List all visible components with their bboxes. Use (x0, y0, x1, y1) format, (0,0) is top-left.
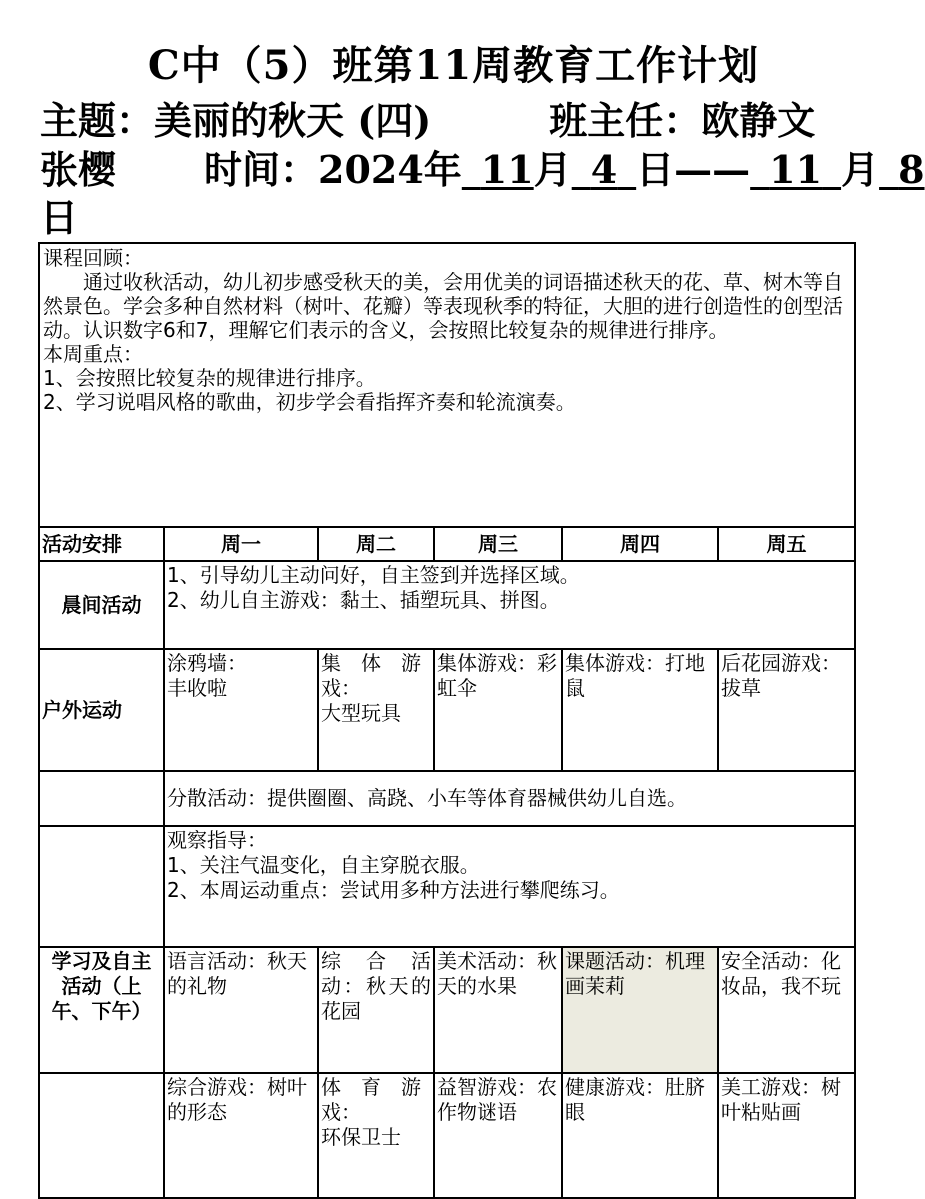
games-monday: 综合游戏：树叶的形态 (164, 1073, 318, 1198)
end-month: 11 (769, 147, 823, 192)
morning-line-1: 1、引导幼儿主动问好，自主签到并选择区域。 (167, 563, 580, 587)
outdoor-monday-line-1: 涂鸦墙： (167, 651, 247, 675)
start-month: 11 (480, 147, 534, 192)
theme-label: 主题： (40, 98, 155, 143)
observation-row (39, 826, 855, 947)
time-label: 时间： (204, 147, 319, 192)
outdoor-tuesday-line-1: 集 体 游戏： (321, 651, 421, 700)
learning-label: 学习及自主活动（上午、下午） (39, 947, 164, 1073)
outdoor-row (39, 649, 855, 771)
learning-friday: 安全活动：化妆品，我不玩 (718, 947, 855, 1073)
month-char-2: 月 (841, 147, 880, 192)
end-day: 8 (898, 147, 925, 192)
learning-thursday: 课题活动：机理画茉莉 (562, 947, 718, 1073)
day-char-wrap (40, 194, 78, 242)
outdoor-tuesday-line-2: 大型玩具 (321, 701, 401, 725)
observation-content (164, 826, 855, 947)
observation-label (39, 826, 164, 947)
observation-heading: 观察指导： (167, 828, 267, 852)
column-header-wednesday: 周三 (434, 527, 562, 561)
outdoor-friday: 后花园游戏：拔草 (718, 649, 855, 771)
outdoor-wednesday: 集体游戏：彩虹伞 (434, 649, 562, 771)
observation-line-2: 2、本周运动重点：尝试用多种方法进行攀爬练习。 (167, 878, 620, 902)
page-title: C中（5）班第11周教育工作计划 (147, 42, 760, 89)
review-row (39, 243, 855, 527)
column-header-activity: 活动安排 (39, 527, 164, 561)
focus-item-1: 1、会按照比较复杂的规律进行排序。 (43, 366, 376, 390)
outdoor-monday (164, 649, 318, 771)
morning-row (39, 561, 855, 649)
outdoor-monday-line-2: 丰收啦 (167, 676, 227, 700)
teacher-name-2: 张樱 (40, 147, 117, 192)
teacher-name-1: 欧静文 (701, 98, 816, 143)
day-char-2: 日 (40, 195, 79, 240)
review-body: 通过收秋活动，幼儿初步感受秋天的美，会用优美的词语描述秋天的花、草、树木等自然景色。学会多种自然材料（树叶、花瓣）等表现秋季的特征，大胆的进行创造性的创型活动。认识数字6和7，理解它们表示的含义，会按照比较复杂的规律进行排序。 (43, 270, 843, 342)
review-heading: 课程回顾： (43, 246, 143, 270)
column-header-tuesday: 周二 (318, 527, 434, 561)
outdoor-label: 户外运动 (39, 649, 164, 771)
month-char-1: 月 (533, 147, 572, 192)
free-activity-row (39, 771, 855, 826)
games-thursday: 健康游戏：肚脐眼 (562, 1073, 718, 1198)
learning-wednesday: 美术活动：秋天的水果 (434, 947, 562, 1073)
plan-table (38, 242, 856, 1199)
games-row (39, 1073, 855, 1198)
column-header-friday: 周五 (718, 527, 855, 561)
morning-line-2: 2、幼儿自主游戏：黏土、插塑玩具、拼图。 (167, 588, 560, 612)
games-wednesday: 益智游戏：农作物谜语 (434, 1073, 562, 1198)
focus-heading: 本周重点： (43, 342, 143, 366)
outdoor-thursday: 集体游戏：打地鼠 (562, 649, 718, 771)
learning-monday: 语言活动：秋天的礼物 (164, 947, 318, 1073)
start-day: 4 (590, 147, 618, 192)
theme-value: 美丽的秋天 (四) (154, 98, 432, 143)
morning-content (164, 561, 855, 649)
date-dash: —— (674, 147, 751, 192)
column-header-thursday: 周四 (562, 527, 718, 561)
morning-label: 晨间活动 (39, 561, 164, 649)
games-friday: 美工游戏：树叶粘贴画 (718, 1073, 855, 1198)
teacher-label: 班主任： (549, 98, 702, 143)
review-cell (39, 243, 855, 527)
games-tuesday (318, 1073, 434, 1198)
games-label (39, 1073, 164, 1198)
observation-line-1: 1、关注气温变化，自主穿脱衣服。 (167, 853, 480, 877)
time-line (40, 146, 925, 194)
table-header-row (39, 527, 855, 561)
learning-row (39, 947, 855, 1073)
column-header-monday: 周一 (164, 527, 318, 561)
time-year: 2024年 (318, 147, 462, 192)
learning-tuesday: 综 合 活动：秋天的花园 (318, 947, 434, 1073)
games-tuesday-line-1: 体 育 游戏： (321, 1075, 421, 1124)
theme-line (40, 97, 815, 145)
outdoor-tuesday (318, 649, 434, 771)
free-activity-content: 分散活动：提供圈圈、高跷、小车等体育器械供幼儿自选。 (164, 771, 855, 826)
day-char-1: 日 (636, 147, 675, 192)
free-activity-label (39, 771, 164, 826)
games-tuesday-line-2: 环保卫士 (321, 1125, 401, 1149)
focus-item-2: 2、学习说唱风格的歌曲，初步学会看指挥齐奏和轮流演奏。 (43, 390, 576, 414)
